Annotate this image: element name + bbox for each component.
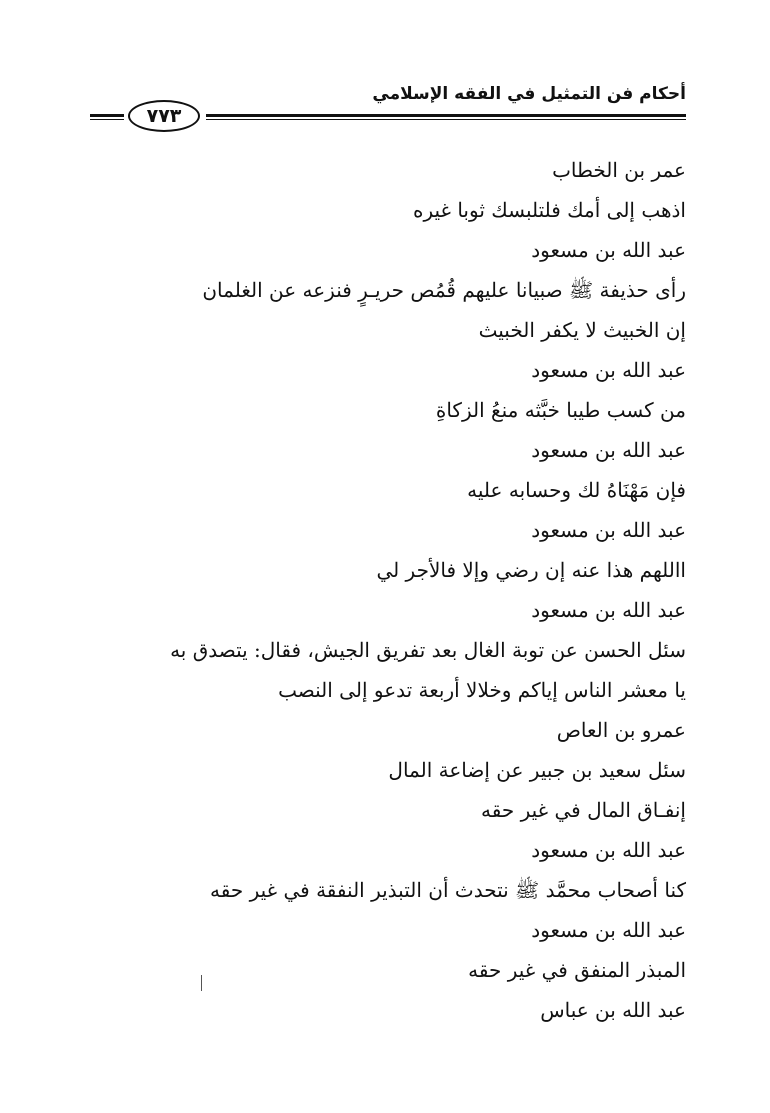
- text-line: يا معشر الناس إياكم وخلالا أربعة تدعو إلى النصب: [278, 678, 686, 702]
- text-line: من كسب طيبا خبَّثه منعُ الزكاةِ: [435, 398, 686, 422]
- text-line: عبد الله بن مسعود: [531, 238, 686, 262]
- text-line: عبد الله بن مسعود: [531, 358, 686, 382]
- header-rule: [206, 114, 686, 120]
- text-line: سئل سعيد بن جبير عن إضاعة المال: [388, 758, 686, 782]
- text-line: عبد الله بن مسعود: [531, 598, 686, 622]
- header-rule-short: [90, 114, 124, 120]
- text-line: إنفـاق المال في غير حقه: [481, 798, 686, 822]
- text-line: االلهم هذا عنه إن رضي وإلا فالأجر لي: [376, 558, 686, 582]
- text-line: عمر بن الخطاب: [552, 158, 686, 182]
- text-line: فإن مَهْنَاهُ لك وحسابه عليه: [467, 478, 686, 502]
- text-line: اذهب إلى أمك فلتلبسك ثوبا غيره: [412, 198, 686, 222]
- text-line: عبد الله بن عباس: [540, 998, 686, 1022]
- text-line: رأى حذيفة ﷺ صبيانا عليهم قُمُص حريـرٍ فنزعه عن الغلمان: [202, 278, 686, 302]
- running-title: أحكام فن التمثيل في الفقه الإسلامي: [372, 84, 686, 104]
- text-body: [126, 150, 686, 1030]
- text-line: عبد الله بن مسعود: [531, 438, 686, 462]
- text-line: عبد الله بن مسعود: [531, 838, 686, 862]
- text-line: عبد الله بن مسعود: [531, 518, 686, 542]
- stray-mark: [201, 975, 202, 991]
- text-line: عبد الله بن مسعود: [531, 918, 686, 942]
- page-number: ٧٧٣: [128, 100, 200, 132]
- text-line: إن الخبيث لا يكفر الخبيث: [478, 318, 686, 342]
- page-header: [90, 78, 686, 130]
- text-line: كنا أصحاب محمَّد ﷺ نتحدث أن التبذير النفقة في غير حقه: [210, 878, 686, 902]
- text-line: سئل الحسن عن توبة الغال بعد تفريق الجيش، فقال: يتصدق به: [170, 638, 686, 662]
- text-line: عمرو بن العاص: [556, 718, 686, 742]
- text-line: المبذر المنفق في غير حقه: [468, 958, 686, 982]
